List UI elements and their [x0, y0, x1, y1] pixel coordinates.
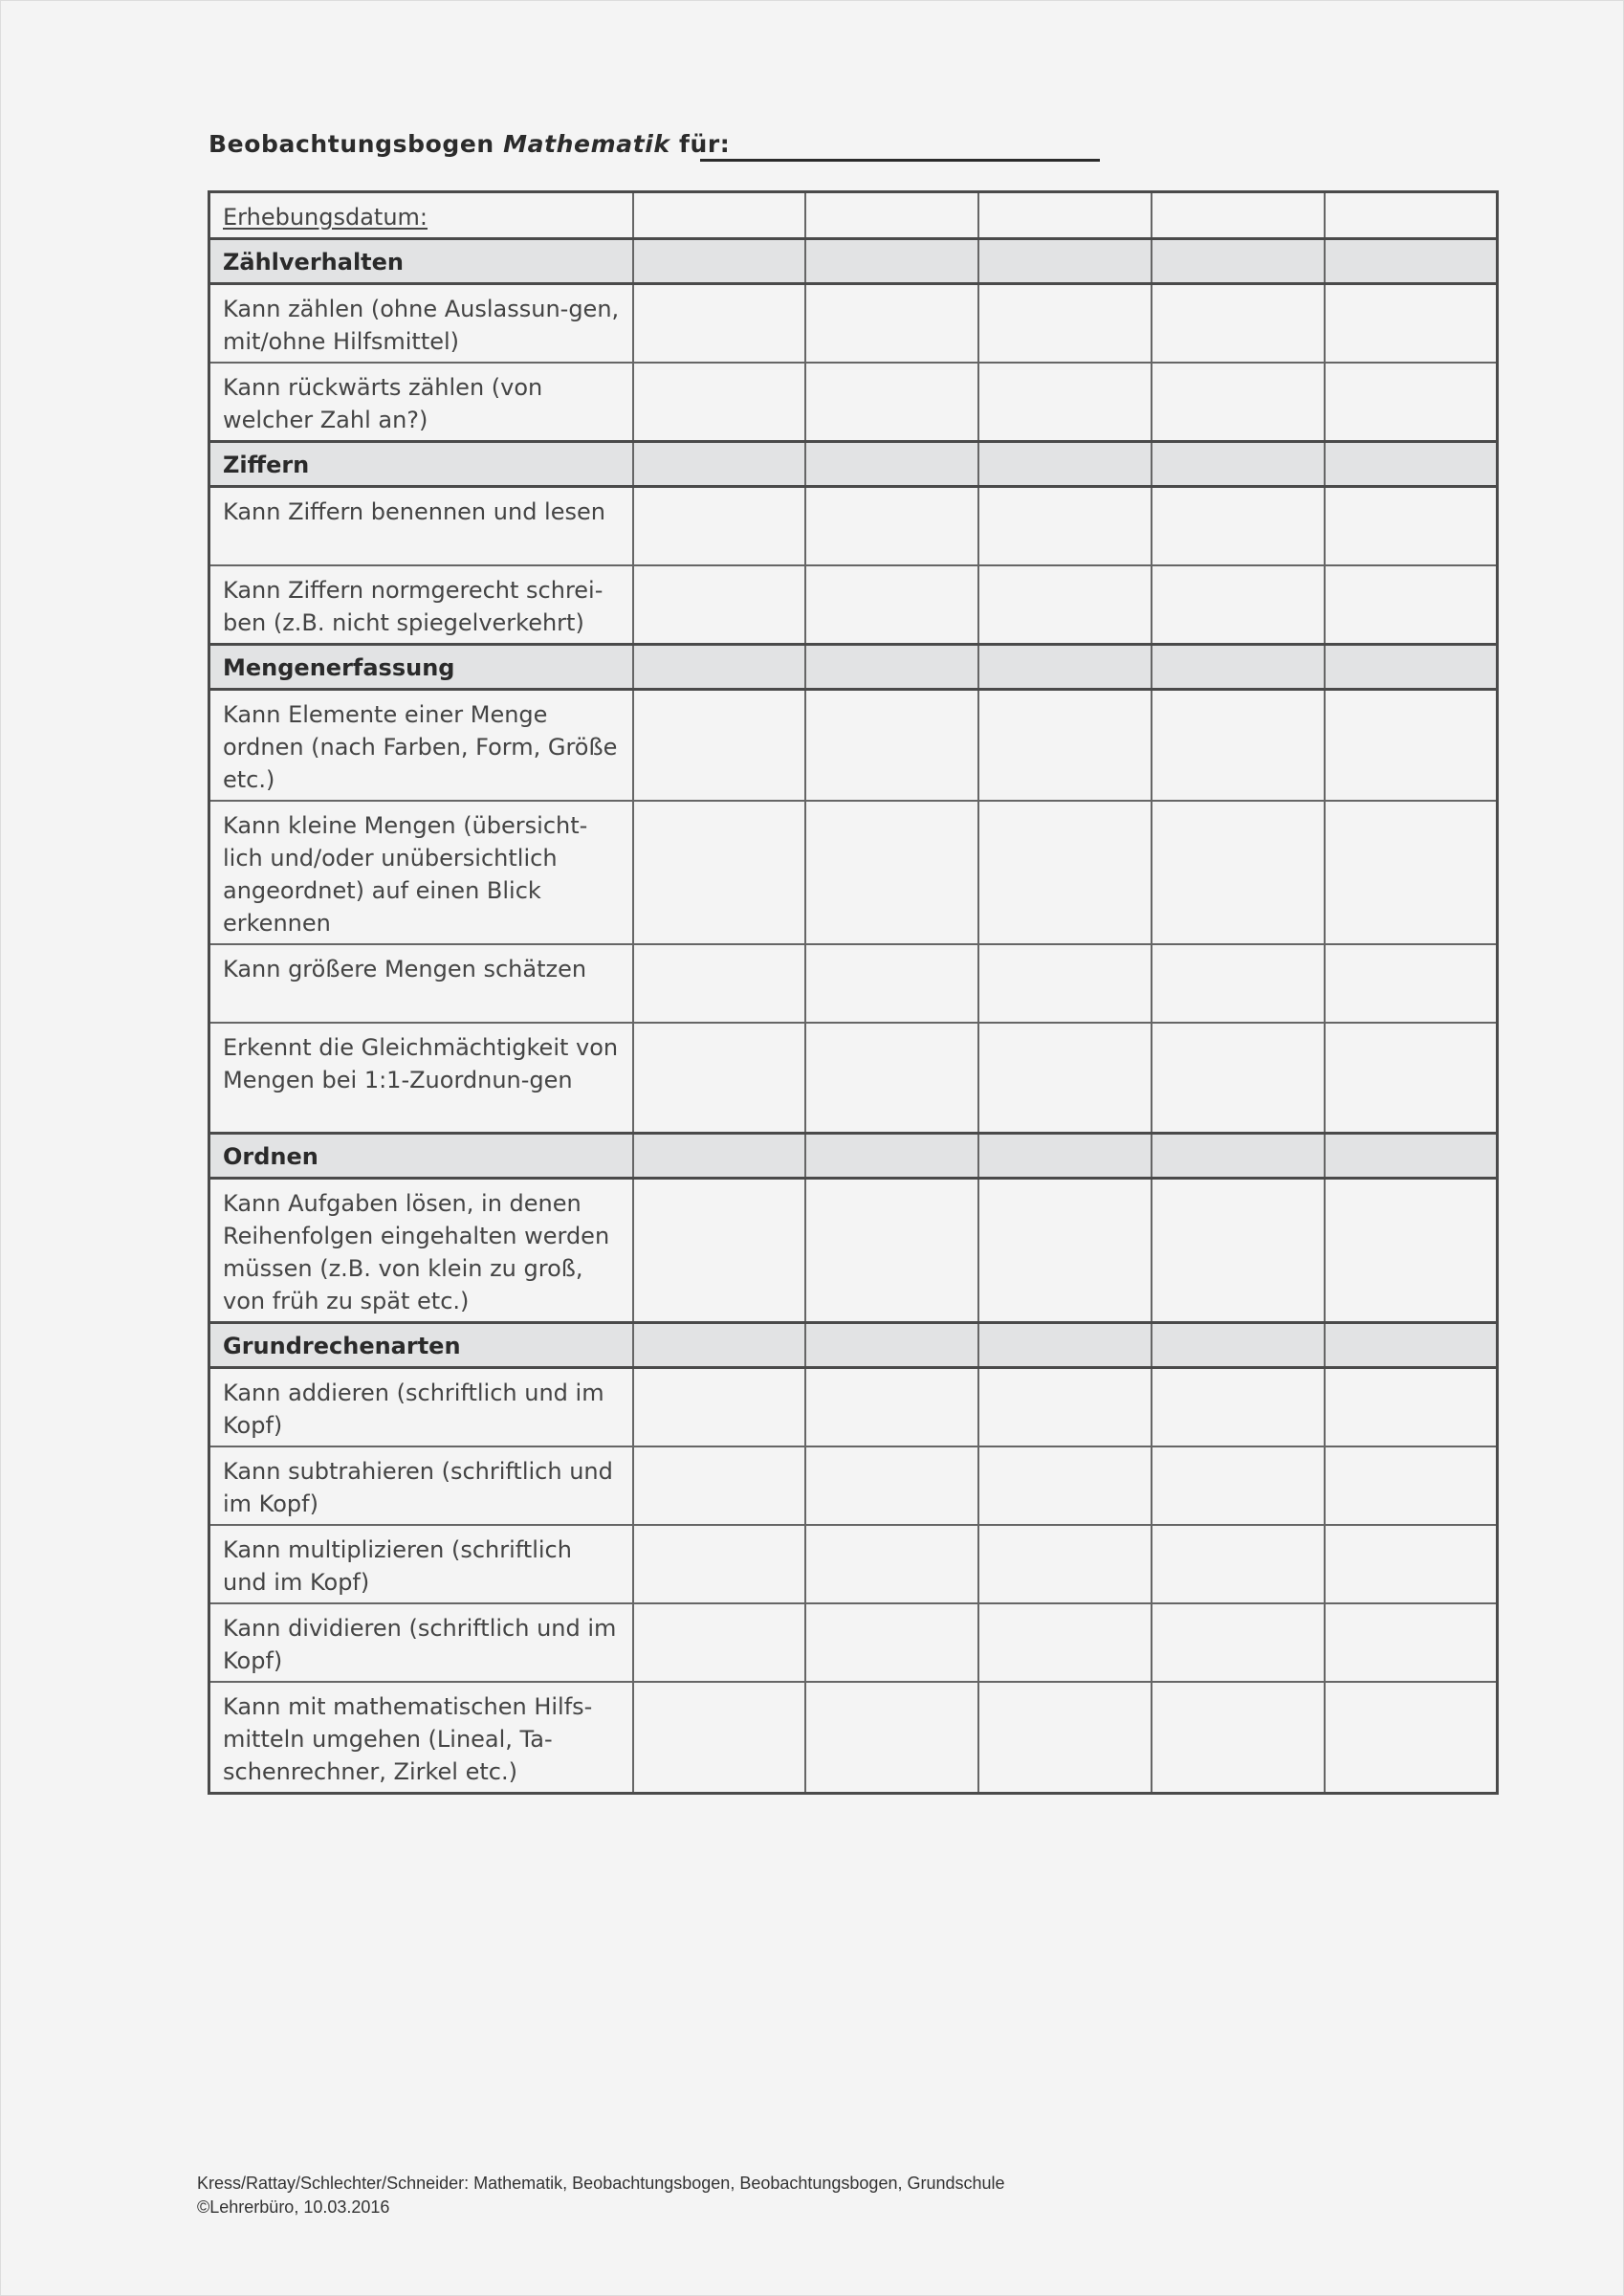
section-row [209, 1323, 1498, 1368]
observation-cell[interactable] [1325, 1525, 1498, 1603]
date-label [209, 192, 633, 239]
section-row [209, 644, 1498, 689]
observation-cell[interactable] [805, 487, 978, 565]
section-cell [978, 442, 1152, 487]
observation-cell[interactable] [978, 363, 1152, 442]
criterion-label-text: Erkennt die Gleichmächtigkeit von Mengen bei 1:1-Zuordnun-gen [223, 1033, 619, 1093]
observation-cell[interactable] [978, 1682, 1152, 1794]
criterion-row [209, 1368, 1498, 1447]
observation-cell[interactable] [805, 689, 978, 801]
title-suffix: für: [678, 130, 731, 158]
page-title [208, 130, 730, 158]
observation-cell[interactable] [978, 1603, 1152, 1682]
observation-cell[interactable] [978, 944, 1152, 1023]
criterion-label [209, 1446, 633, 1525]
criterion-label-text: Kann größere Mengen schätzen [223, 955, 587, 982]
section-cell [1152, 1323, 1325, 1368]
observation-cell[interactable] [633, 1525, 806, 1603]
observation-cell[interactable] [633, 1682, 806, 1794]
section-title-text: Mengenerfassung [223, 653, 455, 681]
criterion-label-text: Kann Elemente einer Menge ordnen (nach Farben, Form, Größe etc.) [223, 700, 618, 793]
criterion-label-text: Kann addieren (schriftlich und im Kopf) [223, 1380, 604, 1439]
observation-cell[interactable] [805, 363, 978, 442]
section-cell [633, 1134, 806, 1179]
observation-cell[interactable] [1152, 565, 1325, 645]
observation-cell[interactable] [805, 1525, 978, 1603]
criterion-row [209, 1682, 1498, 1794]
observation-cell[interactable] [633, 1023, 806, 1134]
observation-cell[interactable] [1325, 1179, 1498, 1323]
observation-cell[interactable] [1325, 284, 1498, 364]
observation-cell[interactable] [978, 487, 1152, 565]
observation-cell[interactable] [978, 1368, 1152, 1447]
observation-cell[interactable] [633, 944, 806, 1023]
criterion-row [209, 1179, 1498, 1323]
section-row [209, 239, 1498, 284]
section-title-text: Grundrechenarten [223, 1333, 461, 1359]
observation-cell[interactable] [1152, 1682, 1325, 1794]
section-cell [805, 442, 978, 487]
section-cell [1325, 1134, 1498, 1179]
observation-cell[interactable] [805, 1023, 978, 1134]
criterion-label-text: Kann Aufgaben lösen, in denen Reihenfolgen eingehalten werden müssen (z.B. von klein zu groß, von früh zu spät etc.) [223, 1190, 610, 1314]
criterion-label [209, 1179, 633, 1323]
section-cell [1152, 442, 1325, 487]
observation-cell[interactable] [805, 1603, 978, 1682]
observation-cell[interactable] [1152, 1603, 1325, 1682]
observation-cell[interactable] [805, 1446, 978, 1525]
criterion-row [209, 944, 1498, 1023]
footer [197, 2172, 1005, 2219]
observation-cell[interactable] [1152, 487, 1325, 565]
criterion-label [209, 944, 633, 1023]
criterion-label [209, 1368, 633, 1447]
section-cell [633, 1323, 806, 1368]
criterion-label-text: Kann dividieren (schriftlich und im Kopf) [223, 1615, 617, 1674]
criterion-row [209, 284, 1498, 364]
observation-cell[interactable] [1325, 1023, 1498, 1134]
criterion-label [209, 1682, 633, 1794]
observation-cell[interactable] [1325, 801, 1498, 944]
observation-cell[interactable] [1152, 801, 1325, 944]
section-cell [978, 644, 1152, 689]
observation-cell[interactable] [1152, 284, 1325, 364]
observation-cell[interactable] [1325, 1682, 1498, 1794]
observation-cell[interactable] [1325, 689, 1498, 801]
observation-cell[interactable] [633, 1603, 806, 1682]
footer-copyright: ©Lehrerbüro, 10.03.2016 [197, 2197, 390, 2217]
observation-cell[interactable] [633, 1368, 806, 1447]
observation-cell[interactable] [633, 1179, 806, 1323]
observation-table-body [209, 192, 1498, 1794]
observation-cell[interactable] [805, 1682, 978, 1794]
observation-cell[interactable] [805, 1368, 978, 1447]
observation-cell[interactable] [1152, 1446, 1325, 1525]
criterion-row [209, 1446, 1498, 1525]
criterion-label [209, 487, 633, 565]
observation-cell[interactable] [805, 801, 978, 944]
section-cell [633, 442, 806, 487]
criterion-label [209, 689, 633, 801]
observation-cell[interactable] [1152, 363, 1325, 442]
section-cell [1152, 239, 1325, 284]
title-prefix: Beobachtungsbogen [208, 130, 494, 158]
criterion-label [209, 284, 633, 364]
criterion-row [209, 1603, 1498, 1682]
observation-cell[interactable] [1152, 689, 1325, 801]
criterion-row [209, 565, 1498, 645]
section-title-text: Zählverhalten [223, 249, 405, 276]
observation-cell[interactable] [978, 689, 1152, 801]
criterion-label [209, 801, 633, 944]
observation-cell[interactable] [633, 363, 806, 442]
section-cell [633, 644, 806, 689]
observation-cell[interactable] [1325, 1446, 1498, 1525]
observation-cell[interactable] [978, 565, 1152, 645]
observation-cell[interactable] [1152, 1368, 1325, 1447]
section-cell [633, 239, 806, 284]
date-label-text: Erhebungsdatum: [223, 204, 428, 231]
observation-cell[interactable] [1325, 565, 1498, 645]
criterion-label-text: Kann kleine Mengen (übersicht-lich und/oder unübersichtlich angeordnet) auf einen Blick erkennen [223, 811, 588, 937]
criterion-label [209, 1023, 633, 1134]
observation-cell[interactable] [1152, 1525, 1325, 1603]
criterion-label-text: Kann multiplizieren (schriftlich und im Kopf) [223, 1536, 572, 1596]
observation-cell[interactable] [805, 1179, 978, 1323]
date-entry-cell[interactable] [1325, 192, 1498, 239]
observation-cell[interactable] [805, 944, 978, 1023]
criterion-label [209, 1603, 633, 1682]
observation-cell[interactable] [1325, 487, 1498, 565]
criterion-label [209, 1525, 633, 1603]
observation-cell[interactable] [633, 565, 806, 645]
section-cell [805, 239, 978, 284]
section-cell [978, 1134, 1152, 1179]
observation-cell[interactable] [633, 487, 806, 565]
criterion-row [209, 1023, 1498, 1134]
title-subject: Mathematik [503, 130, 670, 158]
observation-cell[interactable] [978, 1179, 1152, 1323]
criterion-row [209, 487, 1498, 565]
observation-cell[interactable] [1325, 363, 1498, 442]
criterion-row [209, 1525, 1498, 1603]
section-title-text: Ordnen [223, 1143, 318, 1170]
observation-cell[interactable] [1152, 1023, 1325, 1134]
date-entry-cell[interactable] [978, 192, 1152, 239]
criterion-label [209, 363, 633, 442]
section-cell [1325, 1323, 1498, 1368]
section-title-text: Ziffern [223, 452, 310, 478]
observation-cell[interactable] [1325, 944, 1498, 1023]
section-cell [1152, 644, 1325, 689]
date-entry-cell[interactable] [805, 192, 978, 239]
observation-cell[interactable] [978, 1525, 1152, 1603]
section-cell [1152, 1134, 1325, 1179]
criterion-label-text: Kann rückwärts zählen (von welcher Zahl an?) [223, 374, 543, 433]
footer-citation: Kress/Rattay/Schlechter/Schneider: Mathematik, Beobachtungsbogen, Beobachtungsbogen, Grundschule [197, 2174, 1005, 2193]
name-input-line[interactable] [700, 159, 1100, 162]
criterion-row [209, 801, 1498, 944]
observation-cell[interactable] [805, 284, 978, 364]
observation-cell[interactable] [978, 801, 1152, 944]
section-cell [805, 1323, 978, 1368]
criterion-label [209, 565, 633, 645]
section-row [209, 442, 1498, 487]
date-entry-cell[interactable] [1152, 192, 1325, 239]
observation-cell[interactable] [805, 565, 978, 645]
section-cell [805, 644, 978, 689]
criterion-row [209, 689, 1498, 801]
date-entry-cell[interactable] [633, 192, 806, 239]
criterion-label-text: Kann Ziffern normgerecht schrei-ben (z.B. nicht spiegelverkehrt) [223, 576, 604, 636]
criterion-label-text: Kann zählen (ohne Auslassun-gen, mit/ohne Hilfsmittel) [223, 296, 620, 355]
criterion-label-text: Kann Ziffern benennen und lesen [223, 498, 605, 525]
observation-cell[interactable] [633, 284, 806, 364]
observation-cell[interactable] [978, 284, 1152, 364]
observation-cell[interactable] [1152, 944, 1325, 1023]
section-row [209, 1134, 1498, 1179]
observation-cell[interactable] [1325, 1368, 1498, 1447]
section-cell [978, 239, 1152, 284]
observation-cell[interactable] [978, 1446, 1152, 1525]
observation-table [208, 190, 1499, 1795]
criterion-label-text: Kann mit mathematischen Hilfs-mitteln umgehen (Lineal, Ta-schenrechner, Zirkel etc.) [223, 1693, 593, 1785]
section-cell [1325, 239, 1498, 284]
section-cell [1325, 442, 1498, 487]
date-row [209, 192, 1498, 239]
section-title [209, 1134, 633, 1179]
observation-cell[interactable] [1325, 1603, 1498, 1682]
observation-cell[interactable] [633, 801, 806, 944]
section-title [209, 1323, 633, 1368]
section-title [209, 442, 633, 487]
section-title [209, 239, 633, 284]
criterion-row [209, 363, 1498, 442]
observation-cell[interactable] [633, 689, 806, 801]
section-cell [805, 1134, 978, 1179]
section-cell [1325, 644, 1498, 689]
criterion-label-text: Kann subtrahieren (schriftlich und im Kopf) [223, 1458, 613, 1517]
observation-cell[interactable] [633, 1446, 806, 1525]
section-title [209, 644, 633, 689]
observation-cell[interactable] [978, 1023, 1152, 1134]
section-cell [978, 1323, 1152, 1368]
observation-cell[interactable] [1152, 1179, 1325, 1323]
